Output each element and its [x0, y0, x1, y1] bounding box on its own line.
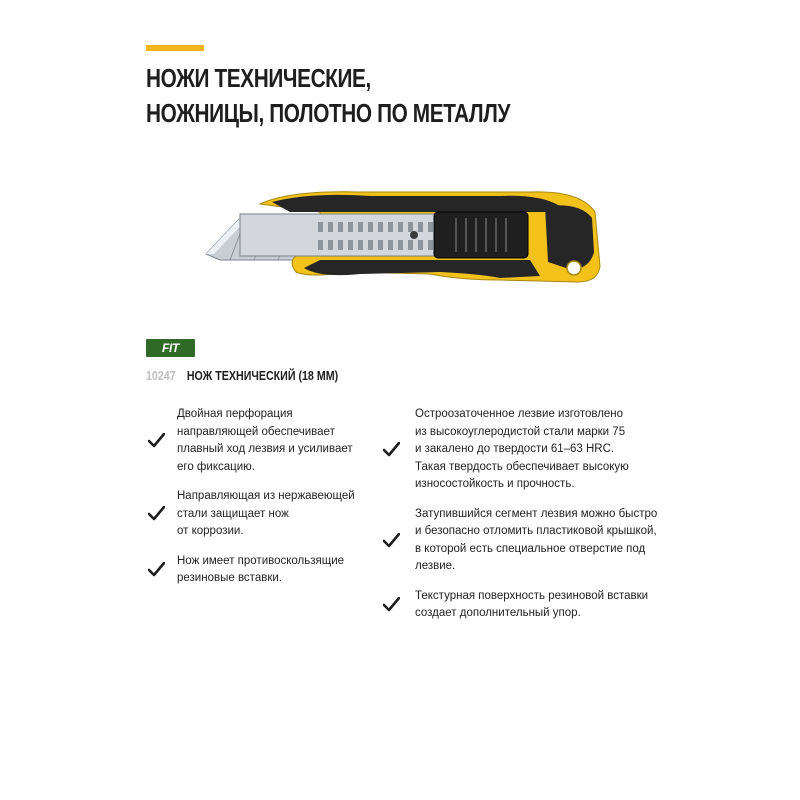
check-icon — [148, 562, 165, 577]
product-name: НОЖ ТЕХНИЧЕСКИЙ (18 ММ) — [186, 368, 339, 383]
feature-item — [148, 553, 378, 588]
fit-logo — [146, 339, 195, 357]
feature-item — [148, 406, 378, 476]
check-icon — [148, 506, 165, 521]
feature-text: Нож имеет противоскользящие резиновые вставки. — [177, 554, 345, 584]
feature-text: Направляющая из нержавеющей стали защищает нож от коррозии. — [177, 490, 355, 537]
title-line-2: НОЖНИЦЫ, ПОЛОТНО ПО МЕТАЛЛУ — [146, 98, 510, 128]
feature-item — [383, 406, 683, 494]
feature-item — [383, 588, 683, 623]
feature-text: Двойная перфорация направляющей обеспечивает плавный ход лезвия и усиливает его фиксацию. — [177, 408, 353, 473]
feature-text: Остроозаточенное лезвие изготовлено из высокоуглеродистой стали марки 75 и закалено до твердости 61–63 HRC. Такая твердость обеспечивает высокую износостойкость и прочность. — [415, 408, 629, 490]
feature-item — [383, 506, 683, 576]
accent-bar — [146, 45, 204, 51]
feature-item — [148, 488, 378, 541]
check-icon — [383, 533, 400, 548]
page-title — [146, 61, 510, 131]
check-icon — [148, 433, 165, 448]
features-left-list — [148, 406, 378, 600]
fit-logo-text: FIT — [161, 341, 180, 355]
product-heading — [146, 368, 338, 384]
feature-text: Текстурная поверхность резиновой вставки создает дополнительный упор. — [415, 589, 649, 619]
features-right-list — [383, 406, 683, 635]
check-icon — [383, 597, 400, 612]
utility-knife-image — [200, 182, 610, 292]
product-code: 10247 — [146, 368, 176, 383]
check-icon — [383, 442, 400, 457]
title-line-1: НОЖИ ТЕХНИЧЕСКИЕ, — [146, 63, 371, 93]
feature-text: Затупившийся сегмент лезвия можно быстро и безопасно отломить пластиковой крышкой, в которой есть специальное отверстие под лезвие. — [415, 507, 658, 572]
